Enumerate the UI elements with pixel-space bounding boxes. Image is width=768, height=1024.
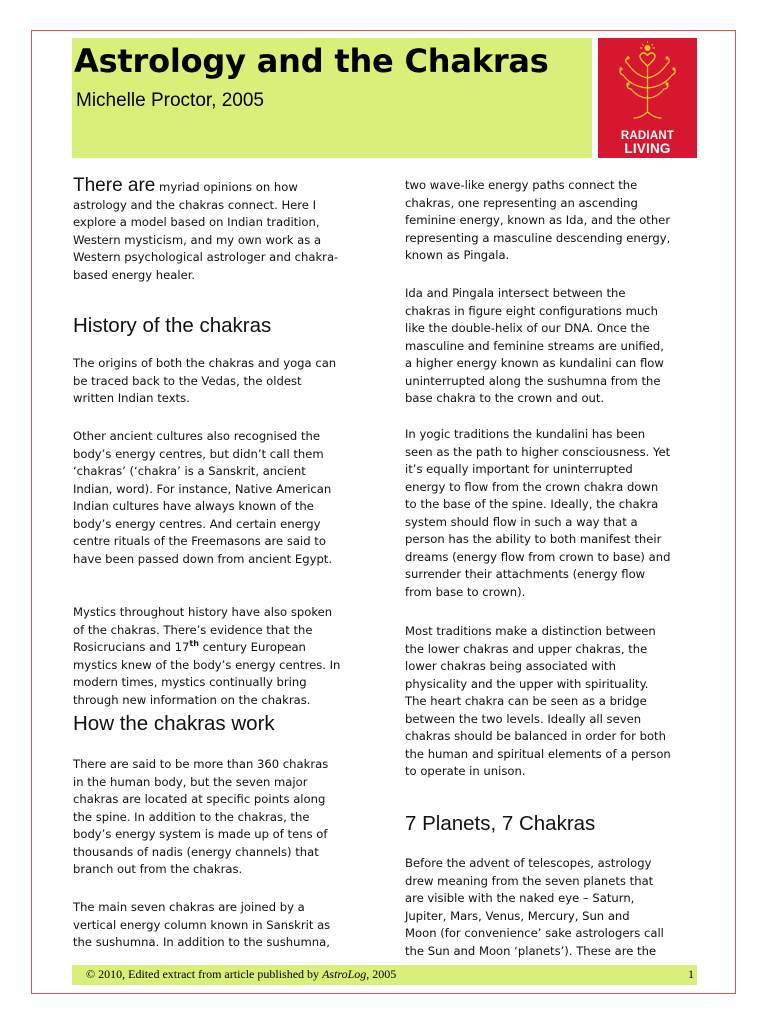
text-line: The main seven chakras are joined by a (73, 900, 305, 914)
text-line: between the two levels. Ideally all seven (405, 711, 642, 726)
text-line: energy to flow from the crown chakra down (405, 479, 659, 494)
footer-publication: AstroLog (322, 967, 367, 981)
text-line: the lower chakras and upper chakras, the (405, 641, 648, 656)
text-line: Ida and Pingala intersect between the (405, 286, 626, 300)
intro-rest: myriad opinions on how (155, 180, 298, 194)
text-line: lower chakras being associated with (405, 659, 616, 673)
logo-text-living: LIVING (624, 141, 671, 156)
text-line: system should flow in such a way that a (405, 514, 638, 529)
text-line: modern times, mystics continually bring (73, 675, 307, 689)
paragraph (73, 756, 373, 879)
text-line: person has the ability to both manifest their (405, 532, 662, 546)
text-line: Western psychological astrologer and chakra- (73, 250, 339, 264)
text-line: mystics knew of the body’s energy centres. In (73, 657, 341, 672)
paragraph (405, 285, 705, 408)
text-line: the Sun and Moon ‘planets’). These are the (405, 943, 657, 958)
heading-planets-chakras: 7 Planets, 7 Chakras (405, 812, 596, 835)
text-line: drew meaning from the seven planets that (405, 873, 654, 888)
text-line: Mystics throughout history have also spoken (73, 605, 333, 619)
text-line: based energy healer. (73, 267, 196, 282)
superscript: th (189, 639, 199, 649)
text-line: chakras are located at specific points along (73, 792, 326, 806)
paragraph (405, 426, 705, 601)
text-line: Other ancient cultures also recognised the (73, 429, 321, 443)
text-line: physicality and the upper with spirituality. (405, 676, 649, 691)
logo-text-radiant: RADIANT (620, 130, 675, 142)
text-line: Moon (for convenience’ sake astrologers call (405, 926, 664, 940)
text-line: it’s equally important for uninterrupted (405, 462, 633, 476)
text-line: to the base of the spine. Ideally, the chakra (405, 497, 659, 511)
text-line: of the chakras. There’s evidence that the (73, 622, 313, 637)
text-line: Most traditions make a distinction between (405, 624, 656, 638)
page-title: Astrology and the Chakras (74, 42, 549, 80)
text-line: from base to crown). (405, 584, 526, 599)
paragraph (405, 855, 705, 960)
text-line: Before the advent of telescopes, astrology (405, 856, 652, 870)
intro-paragraph (73, 177, 373, 284)
text-line: vertical energy column known in Sanskrit as (73, 917, 331, 932)
intro-lead: There are (73, 175, 156, 196)
text-line: are visible with the naked eye – Saturn, (405, 891, 635, 905)
footer-prefix: © 2010, Edited extract from article published by (86, 967, 323, 981)
text-line: chakras should be balanced in order for both (405, 729, 666, 743)
text-line: explore a model based on Indian tradition, (73, 215, 320, 229)
paragraph (73, 355, 373, 408)
text-line: dreams (energy flow from crown to base) and (405, 549, 671, 564)
text-line: in the human body, but the seven major (73, 774, 308, 789)
text-line: seen as the path to higher consciousness. Yet (405, 444, 671, 459)
text-line: In yogic traditions the kundalini has been (405, 427, 646, 441)
text-line: masculine and feminine streams are unified, (405, 338, 664, 353)
text-fragment: Rosicrucians and 17 (73, 640, 190, 654)
text-line: chakras in figure eight configurations much (405, 303, 659, 318)
paragraph (73, 899, 373, 952)
text-line: through new information on the chakras. (73, 692, 311, 707)
heading-history: History of the chakras (73, 314, 272, 337)
text-line: representing a masculine descending energy, (405, 230, 671, 245)
text-line: like the double-helix of our DNA. Once the (405, 321, 650, 335)
heading-how-chakras-work: How the chakras work (73, 712, 275, 735)
page-number: 1 (688, 967, 694, 981)
text-line: have been passed down from ancient Egypt. (73, 551, 333, 566)
paragraph (405, 177, 705, 265)
text-line: the spine. In addition to the chakras, the (73, 809, 310, 824)
text-line: Indian, word). For instance, Native American (73, 481, 332, 496)
text-line: The origins of both the chakras and yoga can (73, 356, 337, 370)
paragraph (73, 428, 373, 568)
text-line: two wave-like energy paths connect the (405, 178, 638, 192)
text-line: astrology and the chakras connect. Here I (73, 197, 317, 212)
text-line: known as Pingala. (405, 248, 510, 262)
footer-copyright (86, 967, 396, 982)
text-line: The heart chakra can be seen as a bridge (405, 694, 647, 708)
radiant-living-logo (598, 38, 697, 158)
text-line: be traced back to the Vedas, the oldest (73, 373, 302, 388)
text-line: feminine energy, known as Ida, and the other (405, 213, 671, 227)
author-line: Michelle Proctor, 2005 (76, 90, 264, 111)
text-line: ‘chakras’ (‘chakra’ is a Sanskrit, ancient (73, 464, 306, 478)
text-line: to operate in unison. (405, 764, 526, 778)
text-line: centre rituals of the Freemasons are said to (73, 534, 326, 548)
text-line: branch out from the chakras. (73, 862, 243, 876)
text-line: Indian cultures have always known of the (73, 499, 314, 513)
text-fragment: century European (198, 640, 306, 654)
text-line: body’s energy system is made up of tens of (73, 827, 328, 841)
text-line: uninterrupted along the sushumna from the (405, 373, 661, 388)
text-line: thousands of nadis (energy channels) that (73, 844, 319, 859)
paragraph (73, 604, 373, 709)
text-line: body’s energy centres. And certain energy (73, 516, 321, 531)
tree-of-life-icon (598, 38, 697, 128)
text-line: Jupiter, Mars, Venus, Mercury, Sun and (405, 908, 630, 923)
text-line: Western mysticism, and my own work as a (73, 232, 322, 247)
text-line: surrender their attachments (energy flow (405, 567, 646, 581)
text-line: body’s energy centres, but didn’t call them (73, 446, 324, 461)
text-line: written Indian texts. (73, 391, 190, 405)
text-line: a higher energy known as kundalini can flow (405, 356, 664, 370)
paragraph (405, 623, 705, 781)
text-line: the sushumna. In addition to the sushumna, (73, 935, 330, 949)
text-line: base chakra to the crown and out. (405, 391, 605, 405)
text-line: the human and spiritual elements of a person (405, 746, 671, 761)
footer-suffix: , 2005 (366, 967, 397, 981)
text-line: There are said to be more than 360 chakras (73, 757, 329, 771)
text-line: chakras, one representing an ascending (405, 195, 638, 210)
